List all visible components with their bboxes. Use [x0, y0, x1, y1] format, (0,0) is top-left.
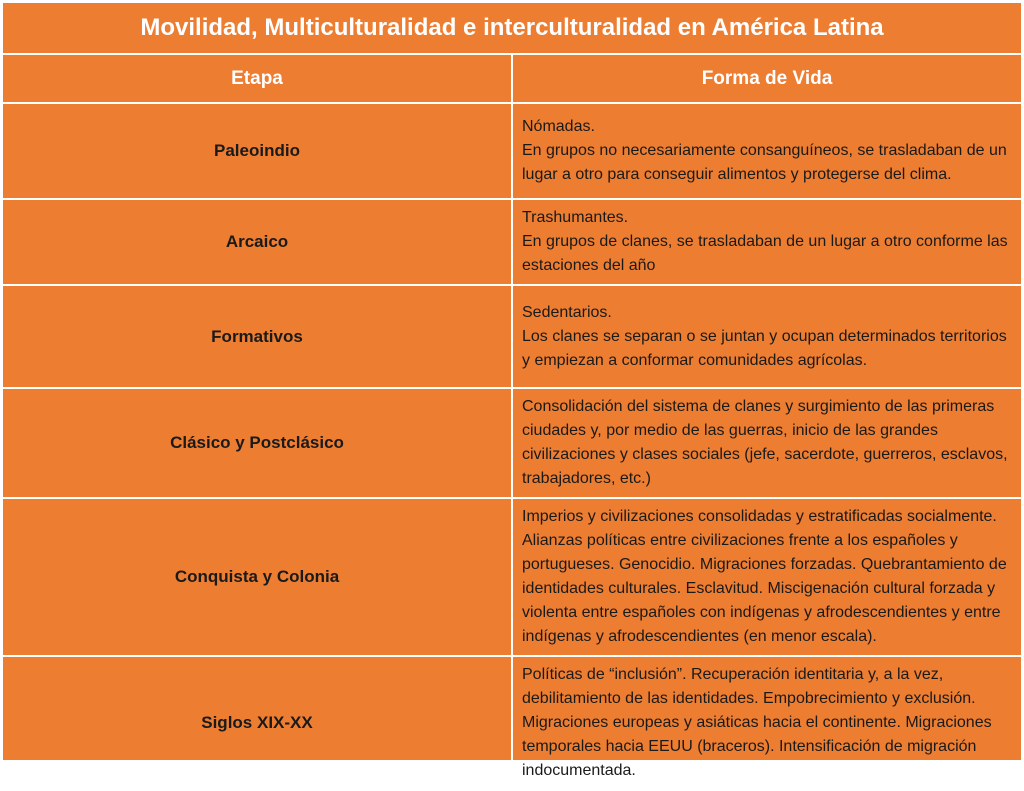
table-row — [2, 388, 1022, 498]
header-etapa: Etapa — [2, 54, 512, 103]
table-row — [2, 285, 1022, 388]
table-row — [2, 656, 1022, 790]
forma-line: Consolidación del sistema de clanes y surgimiento de las primeras ciudades y, por medio de las guerras, inicio de las grandes civilizaciones y clases sociales (jefe, sacerdote, guerreros, esclavos, trabajadores, etc.) — [522, 398, 1008, 487]
stages-table — [1, 1, 1023, 791]
table-row — [2, 498, 1022, 656]
forma-cell — [512, 199, 1022, 285]
forma-line: Trashumantes. — [522, 209, 629, 226]
forma-line: Políticas de “inclusión”. Recuperación identitaria y, a la vez, debilitamiento de las identidades. Empobrecimiento y exclusión. Migraciones europeas y asiáticas hacia el continente. Migraciones temporales hacia EEUU (braceros). Intensificación de migración indocumentada. — [522, 666, 992, 779]
table-slide — [1, 1, 1023, 779]
etapa-cell: Siglos XIX-XX — [2, 656, 512, 790]
forma-line: Sedentarios. — [522, 303, 612, 321]
etapa-cell: Arcaico — [2, 199, 512, 285]
forma-cell — [512, 388, 1022, 498]
etapa-cell: Paleoindio — [2, 103, 512, 199]
table-row — [2, 103, 1022, 199]
forma-line: En grupos de clanes, se trasladaban de un lugar a otro conforme las estaciones del año — [522, 233, 1008, 274]
forma-cell — [512, 285, 1022, 388]
forma-line: Los clanes se separan o se juntan y ocupan determinados territorios y empiezan a conformar comunidades agrícolas. — [522, 327, 1007, 369]
etapa-cell: Clásico y Postclásico — [2, 388, 512, 498]
table-title: Movilidad, Multiculturalidad e interculturalidad en América Latina — [2, 2, 1022, 54]
forma-line: En grupos no necesariamente consanguíneos, se trasladaban de un lugar a otro para conseguir alimentos y protegerse del clima. — [522, 142, 1007, 183]
header-forma-de-vida: Forma de Vida — [512, 54, 1022, 103]
etapa-cell: Formativos — [2, 285, 512, 388]
title-row — [2, 2, 1022, 54]
table-row — [2, 199, 1022, 285]
header-row — [2, 54, 1022, 103]
forma-cell — [512, 103, 1022, 199]
forma-cell — [512, 656, 1022, 790]
forma-line: Nómadas. — [522, 118, 595, 135]
forma-cell — [512, 498, 1022, 656]
forma-line: Imperios y civilizaciones consolidadas y estratificadas socialmente. Alianzas políticas entre civilizaciones frente a los españoles y portugueses. Genocidio. Migraciones forzadas. Quebrantamiento de identidades culturales. Esclavitud. Miscigenación cultural forzada y violenta entre españoles con indígenas y afrodescendientes y entre indígenas y afrodescendientes (en menor escala). — [522, 508, 1007, 645]
etapa-cell: Conquista y Colonia — [2, 498, 512, 656]
